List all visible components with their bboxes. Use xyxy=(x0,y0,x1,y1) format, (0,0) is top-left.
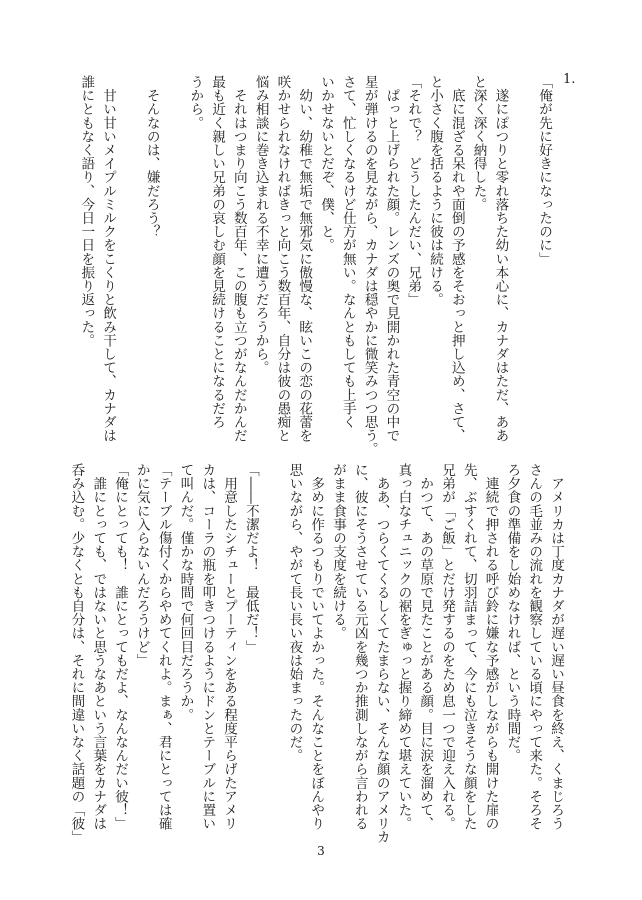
text-line: 悩み相談に巻き込まれる不幸に遭うだろうから。 xyxy=(252,75,269,375)
text-line: 幼い、幼稚で無垢で無邪気に傲慢な、眩いこの恋の花蕾を xyxy=(296,75,313,443)
text-line: 「俺にとっても！ 誰にとってもだよ、なんなんだい彼！」 xyxy=(112,463,129,831)
text-line: うから。 xyxy=(187,75,204,130)
text-line: 「――不潔だよ！ 最低だ！」 xyxy=(242,463,259,654)
text-line: と深く深く納得した。 xyxy=(470,75,487,211)
text-line: て叫んだ。僅かな時間で何回目だろうか。 xyxy=(177,463,194,722)
text-line: かつて、あの草原で見たことがある顔。目に涙を溜めて、 xyxy=(417,463,434,831)
page-number: 3 xyxy=(317,844,325,858)
text-line: 誰にとっても、ではないと思うなあという言葉をカナダは xyxy=(90,463,107,831)
text-line: 最も近く親しい兄弟の哀しむ顔を見続けることになるだろ xyxy=(209,75,226,429)
text-line: さて、忙しくなるけど仕方が無い。なんともしても上手く xyxy=(339,75,356,429)
text-line: 「テーブル傷付くからやめてくれよ。まぁ、君にとっては確 xyxy=(155,463,172,831)
text-line: 遂にぽつりと零れ落ちた幼い本心に、カナダはただ、ああ xyxy=(492,75,509,443)
blank-line xyxy=(162,75,184,463)
text-line: ろ夕食の準備をし始めなければ、という時間だ。 xyxy=(504,463,521,763)
text-line: 底に混ざる呆れや面倒の予感をそおっと押し込め、さて、 xyxy=(448,75,465,443)
text-line: 誰にともなく語り、今日一日を振り返った。 xyxy=(78,75,95,347)
text-line: 真っ白なチュニックの裾をぎゅっと握り締めて堪えていた。 xyxy=(395,463,412,831)
text-line: さんの毛並みの流れを観察している頃にやって来た。そろそ xyxy=(526,463,543,831)
text-line: 咲かせられなければきっと向こう数百年、自分は彼の愚痴と xyxy=(274,75,291,443)
text-line: 星が弾けるのを見ながら、カナダは穏やかに微笑みつつ思う。 xyxy=(361,75,378,456)
text-line: 「それで？ どうしたんだい、兄弟」 xyxy=(405,75,422,307)
blank-line xyxy=(261,463,283,851)
text-line: と小さく腹を括るように彼は続ける。 xyxy=(427,75,444,307)
blank-line xyxy=(118,75,140,463)
blank-line xyxy=(510,75,532,463)
text-line: 思いながら、やがて長い長い夜は始まったのだ。 xyxy=(286,463,303,763)
text-line: 連続で押される呼び鈴に嫌な予感がしながらも開けた扉の xyxy=(482,463,499,831)
section-number: 1. xyxy=(563,72,576,87)
text-line: 「俺が先に好きになったのに」 xyxy=(536,75,552,266)
text-line: 呑み込む。少なくとも自分は、それに間違いなく話題の「彼」 xyxy=(68,463,85,844)
text-line: に、彼にそうさせている元凶を幾つか推測しながら言われる xyxy=(351,463,368,831)
upper-text-block xyxy=(74,75,554,463)
text-line: ああ、つらくてくるしくてたまらない、そんな顔のアメリカ xyxy=(373,463,390,844)
text-line: 兄弟が「ご飯」とだけ発するのをため息一つで迎え入れる。 xyxy=(439,463,456,831)
text-line: アメリカは丁度カナダが遅い遅い昼食を終え、くまじろう xyxy=(548,463,564,831)
text-line: かに気に入らないんだろうけど」 xyxy=(133,463,150,667)
text-line: 用意したシチューとプーティンをある程度平らげたアメリ xyxy=(221,463,238,831)
text-line: いかせないとだぞ、僕、と。 xyxy=(318,75,335,252)
text-line: 多めに作るつもりでいてよかった。そんなことをぼんやり xyxy=(308,463,325,831)
text-line: 先、ぶすくれて、切羽詰まって、今にも泣きそうな顔をした xyxy=(460,463,477,831)
text-line: それはつまり向こう数百年、この腹も立つがなんだかんだ xyxy=(230,75,247,443)
lower-text-block xyxy=(65,463,566,851)
text-line: がまま食事の支度を続ける。 xyxy=(330,463,347,640)
text-line: カは、コーラの瓶を叩きつけるようにドンとテーブルに置い xyxy=(199,463,216,831)
text-line: 甘い甘いメイプルミルクをこくりと飲み干して、カナダは xyxy=(100,75,117,443)
text-line: そんなのは、嫌だろう？ xyxy=(143,75,160,239)
text-line: ぱっと上げられた顔。レンズの奥で見開かれた青空の中で xyxy=(383,75,400,443)
